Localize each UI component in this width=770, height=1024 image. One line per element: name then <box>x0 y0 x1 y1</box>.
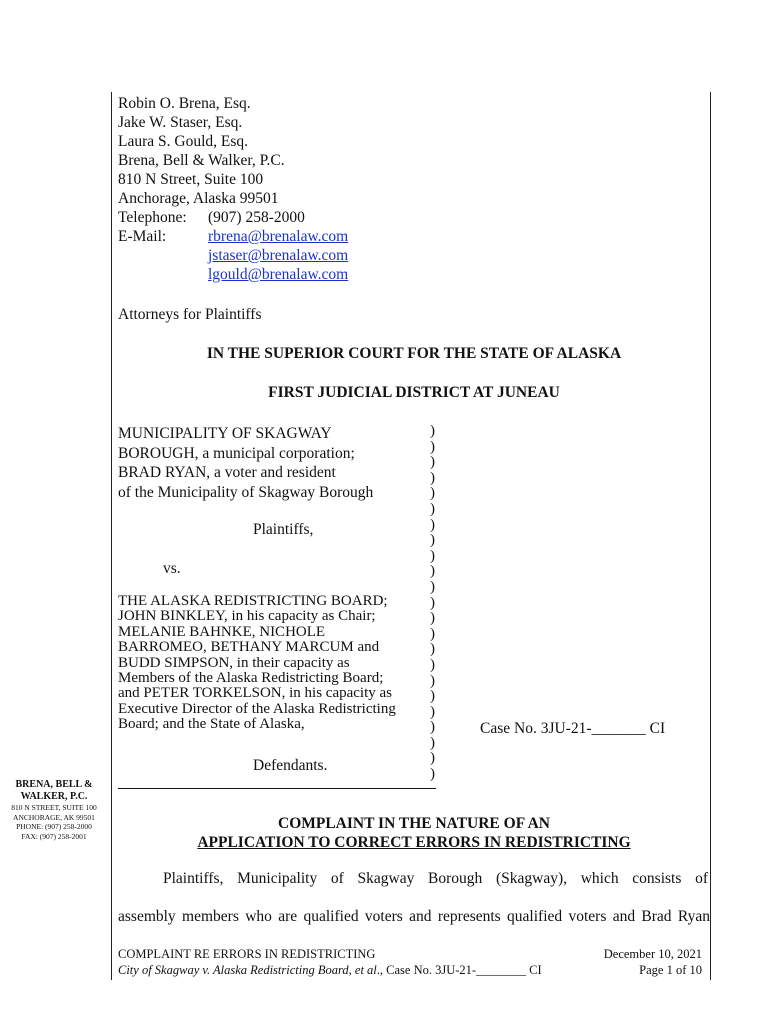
caption-parenthesis: ) <box>430 719 435 736</box>
caption-line: MUNICIPALITY OF SKAGWAY <box>118 425 332 442</box>
versus-label: vs. <box>163 560 181 577</box>
body-paragraph-line: Plaintiffs, Municipality of Skagway Borough (Skagway), which consists of <box>163 870 708 887</box>
attorney-name: Jake W. Staser, Esq. <box>118 114 243 131</box>
document-title-line1: COMPLAINT IN THE NATURE OF AN <box>278 815 550 832</box>
left-margin-rule <box>111 92 112 980</box>
plaintiffs-label: Plaintiffs, <box>253 521 314 538</box>
caption-parenthesis: ) <box>430 516 435 533</box>
caption-parenthesis: ) <box>430 454 435 471</box>
caption-parenthesis: ) <box>430 423 435 439</box>
firm-city: Anchorage, Alaska 99501 <box>118 190 279 207</box>
caption-line: BOROUGH, a municipal corporation; <box>118 444 355 462</box>
footer-case-name: City of Skagway v. Alaska Redistricting Board, et al <box>118 963 377 977</box>
caption-parenthesis: ) <box>430 703 435 720</box>
attorney-name: Laura S. Gould, Esq. <box>118 133 249 150</box>
case-number: Case No. 3JU-21-_______ CI <box>480 720 666 737</box>
sidebar-firm-name: BRENA, BELL & <box>15 779 93 790</box>
email-link[interactable]: rbrena@brenalaw.com <box>208 228 349 245</box>
caption-parenthesis: ) <box>430 594 435 611</box>
caption-parenthesis: ) <box>430 547 435 564</box>
defendants-label: Defendants. <box>253 757 328 774</box>
caption-line: THE ALASKA REDISTRICTING BOARD; <box>118 593 388 609</box>
firm-street: 810 N Street, Suite 100 <box>118 171 264 188</box>
caption-parenthesis: ) <box>430 672 435 689</box>
footer-title: COMPLAINT RE ERRORS IN REDISTRICTING <box>118 947 376 961</box>
caption-parenthesis: ) <box>430 578 435 595</box>
defendants-caption <box>118 594 428 733</box>
caption-parenthesis: ) <box>430 485 435 502</box>
caption-line: BRAD RYAN, a voter and resident <box>118 464 336 481</box>
sidebar-address-line: 810 N STREET, SUITE 100 <box>11 803 97 812</box>
footer-page-number: Page 1 of 10 <box>639 963 702 977</box>
caption-parenthesis: ) <box>430 641 435 658</box>
telephone-label: Telephone: <box>118 209 187 226</box>
sidebar-address-line: PHONE: (907) 258-2000 <box>16 822 92 831</box>
caption-line: BARROMEO, BETHANY MARCUM and <box>118 639 380 656</box>
telephone-number: (907) 258-2000 <box>208 209 305 226</box>
right-margin-rule <box>710 92 711 980</box>
caption-parenthesis-column <box>430 424 442 783</box>
caption-line: BUDD SIMPSON, in their capacity as <box>118 654 350 671</box>
caption-line: MELANIE BAHNKE, NICHOLE <box>118 623 326 640</box>
caption-parenthesis: ) <box>430 563 435 580</box>
caption-parenthesis: ) <box>430 438 435 455</box>
sidebar-firm-name: WALKER, P.C. <box>20 791 88 802</box>
plaintiffs-caption <box>118 424 428 502</box>
caption-line: and PETER TORKELSON, in his capacity as <box>118 685 392 702</box>
caption-parenthesis: ) <box>430 750 435 767</box>
caption-line: Members of the Alaska Redistricting Board; <box>118 670 384 687</box>
caption-parenthesis: ) <box>430 532 435 549</box>
email-link[interactable]: lgould@brenalaw.com <box>208 266 349 283</box>
footer-case-caption <box>118 962 542 978</box>
email-label: E-Mail: <box>118 228 167 245</box>
document-title-line2: APPLICATION TO CORRECT ERRORS IN REDISTRICTING <box>197 834 631 851</box>
footer-case-number: ., Case No. 3JU-21-________ CI <box>376 963 542 977</box>
caption-parenthesis: ) <box>430 625 435 642</box>
caption-line: of the Municipality of Skagway Borough <box>118 483 374 501</box>
attorney-name: Robin O. Brena, Esq. <box>118 95 251 112</box>
body-paragraph-line: assembly members who are qualified voters and represents qualified voters and Brad Ryan <box>118 908 710 925</box>
caption-parenthesis: ) <box>430 766 435 783</box>
caption-parenthesis: ) <box>430 688 435 705</box>
caption-parenthesis: ) <box>430 656 435 673</box>
caption-parenthesis: ) <box>430 734 435 751</box>
caption-line: JOHN BINKLEY, in his capacity as Chair; <box>118 608 376 625</box>
caption-parenthesis: ) <box>430 500 435 517</box>
caption-line: Board; and the State of Alaska, <box>118 716 305 733</box>
sidebar-address-line: ANCHORAGE, AK 99501 <box>13 812 95 822</box>
email-link[interactable]: jstaser@brenalaw.com <box>208 247 349 264</box>
sidebar-firm-block <box>0 779 108 841</box>
caption-parenthesis: ) <box>430 610 435 627</box>
firm-name: Brena, Bell & Walker, P.C. <box>118 152 285 169</box>
caption-underline <box>118 788 436 789</box>
footer-date: December 10, 2021 <box>603 947 702 961</box>
court-district: FIRST JUDICIAL DISTRICT AT JUNEAU <box>268 384 560 401</box>
caption-line: Executive Director of the Alaska Redistricting <box>118 700 396 717</box>
caption-parenthesis: ) <box>430 469 435 486</box>
sidebar-address-line: FAX: (907) 258-2001 <box>21 831 87 841</box>
page-footer <box>118 946 702 978</box>
attorney-role: Attorneys for Plaintiffs <box>118 306 262 323</box>
court-title: IN THE SUPERIOR COURT FOR THE STATE OF ALASKA <box>206 345 622 362</box>
